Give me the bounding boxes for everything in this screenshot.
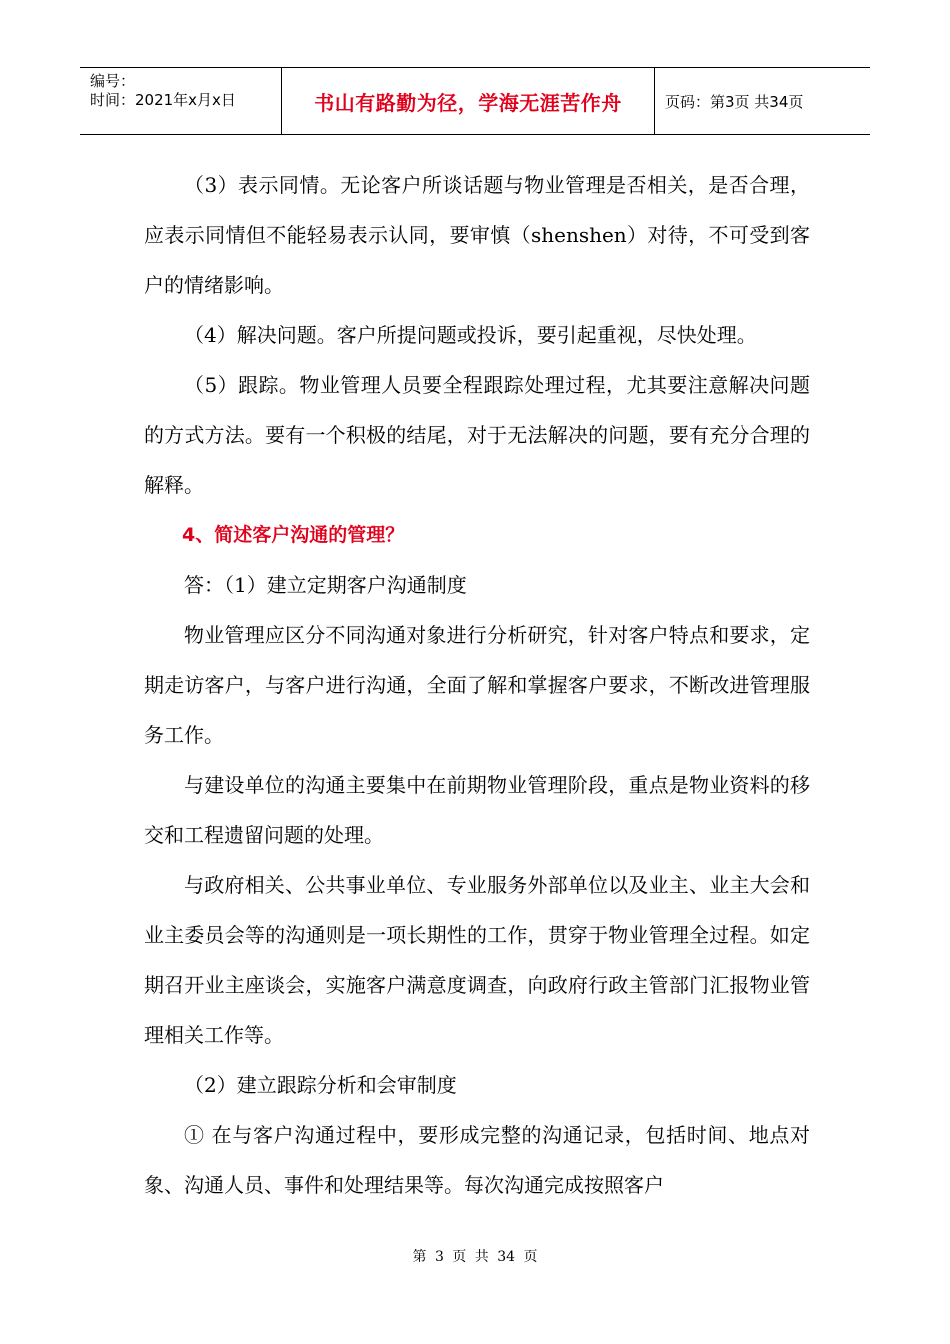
header-page-info: 页码：第3页 共34页 <box>665 92 804 111</box>
page-header <box>80 67 870 135</box>
paragraph: 物业管理应区分不同沟通对象进行分析研究，针对客户特点和要求，定期走访客户，与客户进行沟通，全面了解和掌握客户要求，不断改进管理服务工作。 <box>144 623 810 747</box>
paragraph: ① 在与客户沟通过程中，要形成完整的沟通记录，包括时间、地点对象、沟通人员、事件和处理结果等。每次沟通完成按照客户 <box>144 1123 810 1197</box>
paragraph: 与建设单位的沟通主要集中在前期物业管理阶段，重点是物业资料的移交和工程遗留问题的处理。 <box>144 773 810 847</box>
paragraph: （5）跟踪。物业管理人员要全程跟踪处理过程，尤其要注意解决问题的方式方法。要有一个积极的结尾，对于无法解决的问题，要有充分合理的解释。 <box>144 373 810 497</box>
paragraph: 与政府相关、公共事业单位、专业服务外部单位以及业主、业主大会和业主委员会等的沟通则是一项长期性的工作，贯穿于物业管理全过程。如定期召开业主座谈会，实施客户满意度调查，向政府行政主管部门汇报物业管理相关工作等。 <box>144 873 810 1047</box>
paragraph: （2）建立跟踪分析和会审制度 <box>184 1073 457 1097</box>
paragraph: （3）表示同情。无论客户所谈话题与物业管理是否相关，是否合理，应表示同情但不能轻易表示认同，要审慎（shenshen）对待，不可受到客户的情绪影响。 <box>144 173 810 297</box>
page-footer: 第 3 页 共 34 页 <box>412 1249 538 1265</box>
header-motto: 书山有路勤为径，学海无涯苦作舟 <box>282 68 655 134</box>
document-body <box>144 160 810 1210</box>
header-meta <box>80 68 282 134</box>
document-date: 时间：2021年x月x日 <box>90 91 236 109</box>
paragraph: （4）解决问题。客户所提问题或投诉，要引起重视，尽快处理。 <box>184 323 757 347</box>
document-number-label: 编号： <box>90 72 136 90</box>
paragraph: 答：（1）建立定期客户沟通制度 <box>184 573 467 597</box>
section-heading: 4、简述客户沟通的管理？ <box>182 524 405 546</box>
